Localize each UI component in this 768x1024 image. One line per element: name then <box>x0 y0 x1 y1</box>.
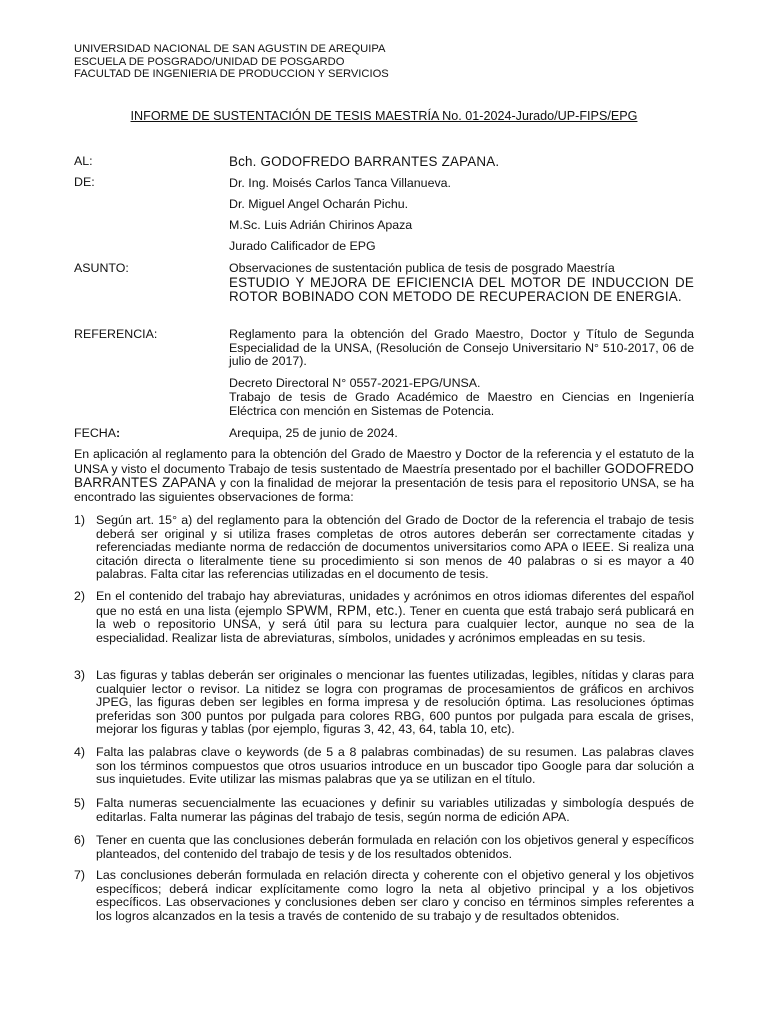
observation-5-text: Falta numeras secuencialmente las ecuaciones y definir su variables utilizadas y simbología después de editarlas. Falta numerar las páginas del trabajo de tesis, según norma de edición APA. <box>96 796 694 824</box>
observation-2-part-b: ). Tener en cuenta que está trabajo será publicará en la web o repositorio UNSA, y será útil para su lectura para cualquier lector, aunque no sea de la especialidad. Realizar lista de abreviaturas, símbolos, unidades y acrónimos empleadas en su tesis. <box>96 603 695 645</box>
observation-7-number: 7) <box>74 868 86 882</box>
observation-3-number: 3) <box>74 668 86 682</box>
intro-part-2: y con la finalidad de mejorar la presentación de tesis para el repositorio UNSA, se ha encontrado las siguientes observaciones de forma: <box>74 476 694 504</box>
document-title: INFORME DE SUSTENTACIÓN DE TESIS MAESTRÍA No. 01-2024-Jurado/UP-FIPS/EPG <box>130 109 638 123</box>
observation-6-number: 6) <box>74 833 86 847</box>
fecha-value: Arequipa, 25 de junio de 2024. <box>229 426 398 440</box>
observation-7-text: Las conclusiones deberán formulada en relación directa y coherente con el objetivo general y los objetivos específicos; deberá indicar explícitamente como logro la neta al objetivo principal y a los objetivos específicos. Las observaciones y conclusiones deben ser claro y conciso en términos simples referentes a los logros alcanzados en la tesis a través de contenido de su trabajo y de resultados obtenidos. <box>96 868 694 923</box>
observation-3-text: Las figuras y tablas deberán ser originales o mencionar las fuentes utilizadas, legibles, nítidas y claras para cualquier lector o revisor. La nitidez se logra con programas de procesamientos de gráficos en archivos JPEG, las figuras deben ser legibles en forma impresa y de resolución óptima. Las resoluciones óptimas preferidas son 300 puntos por pulgada para colores RBG, 600 puntos por pulgada para escala de grises, mejorar los figuras y tablas (por ejemplo, figuras 3, 42, 43, 64, tabla 10, etc). <box>96 668 694 737</box>
university-name: UNIVERSIDAD NACIONAL DE SAN AGUSTIN DE AREQUIPA <box>74 43 386 55</box>
observation-2-text <box>96 590 694 645</box>
postgraduate-school: ESCUELA DE POSGRADO/UNIDAD DE POSGARDO <box>74 55 345 68</box>
al-label: AL: <box>74 154 93 168</box>
referencia-decree: Decreto Directoral N° 0557-2021-EPG/UNSA. <box>229 376 481 390</box>
observation-2-number: 2) <box>74 589 86 603</box>
bachelor-name: GODOFREDO BARRANTES ZAPANA <box>74 460 694 491</box>
observation-6-text: Tener en cuenta que las conclusiones deberán formulada en relación con los objetivos general y específicos planteados, del contenido del trabajo de tesis y de los resultados obtenidos. <box>96 833 694 861</box>
observation-2-part-a: En el contenido del trabajo hay abreviaturas, unidades y acrónimos en otros idiomas diferentes del español que no está en una lista (ejemplo <box>96 589 694 618</box>
thesis-title: ESTUDIO Y MEJORA DE EFICIENCIA DEL MOTOR DE INDUCCION DE ROTOR BOBINADO CON METODO DE RECUPERACION DE ENERGIA. <box>229 274 694 304</box>
de-line-4: Jurado Calificador de EPG <box>229 239 376 253</box>
de-line-1: Dr. Ing. Moisés Carlos Tanca Villanueva. <box>229 176 451 190</box>
fecha-colon: : <box>116 426 121 440</box>
fecha-label <box>74 427 120 441</box>
referencia-thesis: Trabajo de tesis de Grado Académico de Maestro en Ciencias en Ingeniería Eléctrica con mención en Sistemas de Potencia. <box>229 390 694 418</box>
al-recipient: Bch. GODOFREDO BARRANTES ZAPANA. <box>229 154 500 169</box>
de-line-3: M.Sc. Luis Adrián Chirinos Apaza <box>229 218 413 232</box>
asunto-label: ASUNTO: <box>74 261 129 275</box>
observation-4-number: 4) <box>74 745 86 759</box>
intro-part-1: En aplicación al reglamento para la obtención del Grado de Maestro y Doctor de la referencia y el estatuto de la UNSA y visto el documento Trabajo de tesis sustentado de Maestría presentado por el bachiller <box>74 447 694 476</box>
fecha-label-text: FECHA <box>74 426 116 440</box>
intro-paragraph <box>74 448 694 504</box>
observation-4-text: Falta las palabras clave o keywords (de 5 a 8 palabras combinadas) de su resumen. Las palabras claves son los términos compuestos que otros usuarios introduce en un buscador tipo Google para dar solución a sus inquietudes. Evite utilizar las mismas palabras que ya se utilizan en el título. <box>96 745 694 787</box>
asunto-value <box>229 262 694 304</box>
asunto-text: Observaciones de sustentación publica de tesis de posgrado Maestría <box>229 261 615 275</box>
observation-1-text: Según art. 15° a) del reglamento para la obtención del Grado de Doctor de la referencia el trabajo de tesis deberá ser original y si utiliza frases completas de otros autores deberán ser correctamente citadas y referenciadas mediante norma de redacción de documentos universitarios como APA o IEEE. Si realiza una citación directa o literalmente tiene su procedimiento si son menos de 40 palabras o si es mayor a 40 palabras. Falta citar las referencias utilizadas en el documento de tesis. <box>96 513 694 582</box>
referencia-label: REFERENCIA: <box>74 327 158 341</box>
de-label: DE: <box>74 175 95 189</box>
institution-header <box>74 43 389 81</box>
referencia-regulation: Reglamento para la obtención del Grado Maestro, Doctor y Título de Segunda Especialidad de la UNSA, (Resolución de Consejo Universitario N° 510-2017, 06 de julio de 2017). <box>229 327 694 369</box>
de-line-2: Dr. Miguel Angel Ocharán Pichu. <box>229 197 409 211</box>
faculty-name: FACULTAD DE INGENIERIA DE PRODUCCION Y SERVICIOS <box>74 68 389 80</box>
observation-5-number: 5) <box>74 796 86 810</box>
observation-2-examples: SPWM, RPM, etc. <box>286 602 399 618</box>
observation-1-number: 1) <box>74 513 86 527</box>
